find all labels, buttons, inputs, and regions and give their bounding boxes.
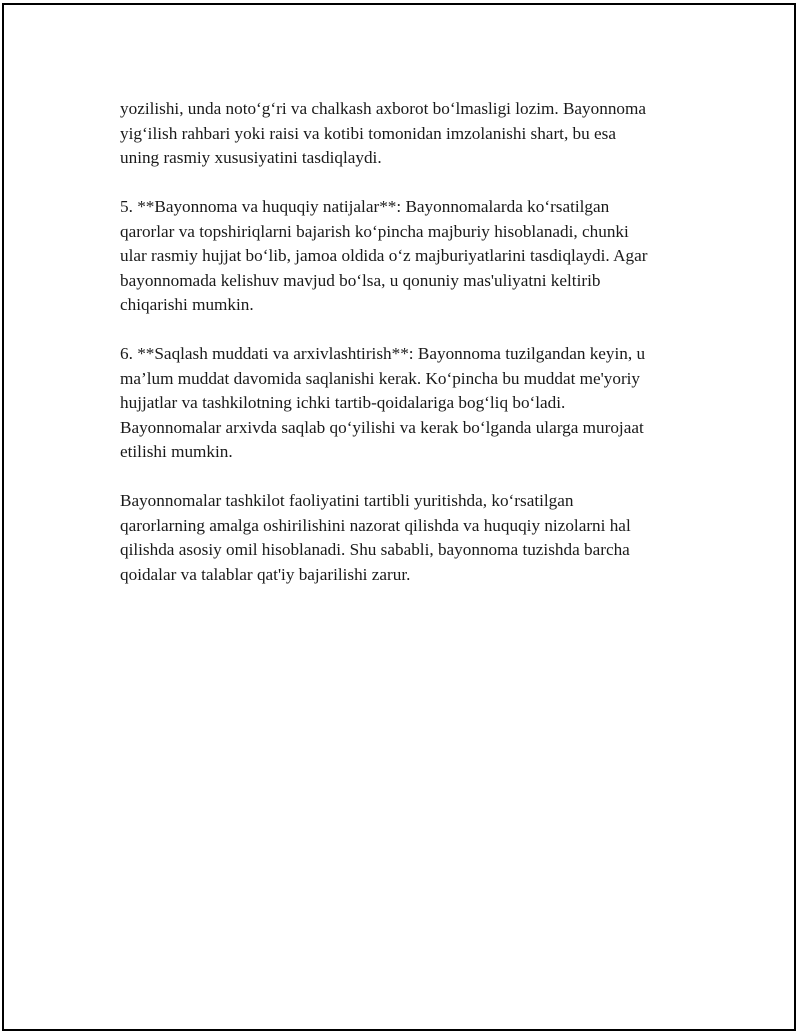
text-line: 5. **Bayonnoma va huquqiy natijalar**: Bayonnomalarda ko‘rsatilgan — [120, 197, 610, 216]
text-line: qilishda asosiy omil hisoblanadi. Shu sababli, bayonnoma tuzishda barcha — [120, 540, 630, 559]
text-line: chiqarishi mumkin. — [120, 295, 254, 314]
paragraph-conclusion — [120, 489, 710, 587]
text-line: ular rasmiy hujjat bo‘lib, jamoa oldida o‘z majburiyatlarini tasdiqlaydi. Agar — [120, 246, 648, 265]
text-line: qarorlar va topshiriqlarni bajarish ko‘pincha majburiy hisoblanadi, chunki — [120, 221, 629, 241]
text-line: qoidalar va talablar qat'iy bajarilishi zarur. — [120, 564, 411, 584]
text-line: Bayonnomalar tashkilot faoliyatini tartibli yuritishda, ko‘rsatilgan — [120, 491, 574, 510]
document-body — [120, 97, 710, 612]
text-line: uning rasmiy xususiyatini tasdiqlaydi. — [120, 148, 382, 167]
text-line: 6. **Saqlash muddati va arxivlashtirish**: Bayonnoma tuzilgandan keyin, u — [120, 344, 646, 363]
text-line: yozilishi, unda noto‘g‘ri va chalkash axborot bo‘lmasligi lozim. Bayonnoma — [120, 99, 647, 118]
text-line: yig‘ilish rahbari yoki raisi va kotibi tomonidan imzolanishi shart, bu esa — [120, 123, 616, 143]
text-line: qarorlarning amalga oshirilishini nazorat qilishda va huquqiy nizolarni hal — [120, 515, 631, 535]
text-line: Bayonnomalar arxivda saqlab qo‘yilishi va kerak bo‘lganda ularga murojaat — [120, 417, 644, 437]
paragraph-legal-consequences — [120, 195, 710, 318]
text-line: ma’lum muddat davomida saqlanishi kerak. Ko‘pincha bu muddat me'yoriy — [120, 368, 641, 388]
paragraph-storage-archiving — [120, 342, 710, 465]
document-page — [2, 3, 796, 1031]
text-line: hujjatlar va tashkilotning ichki tartib-qoidalariga bog‘liq bo‘ladi. — [120, 393, 566, 412]
text-line: etilishi mumkin. — [120, 442, 233, 461]
text-line: bayonnomada kelishuv mavjud bo‘lsa, u qonuniy mas'uliyatni keltirib — [120, 270, 601, 290]
paragraph-signature-requirement — [120, 97, 710, 171]
